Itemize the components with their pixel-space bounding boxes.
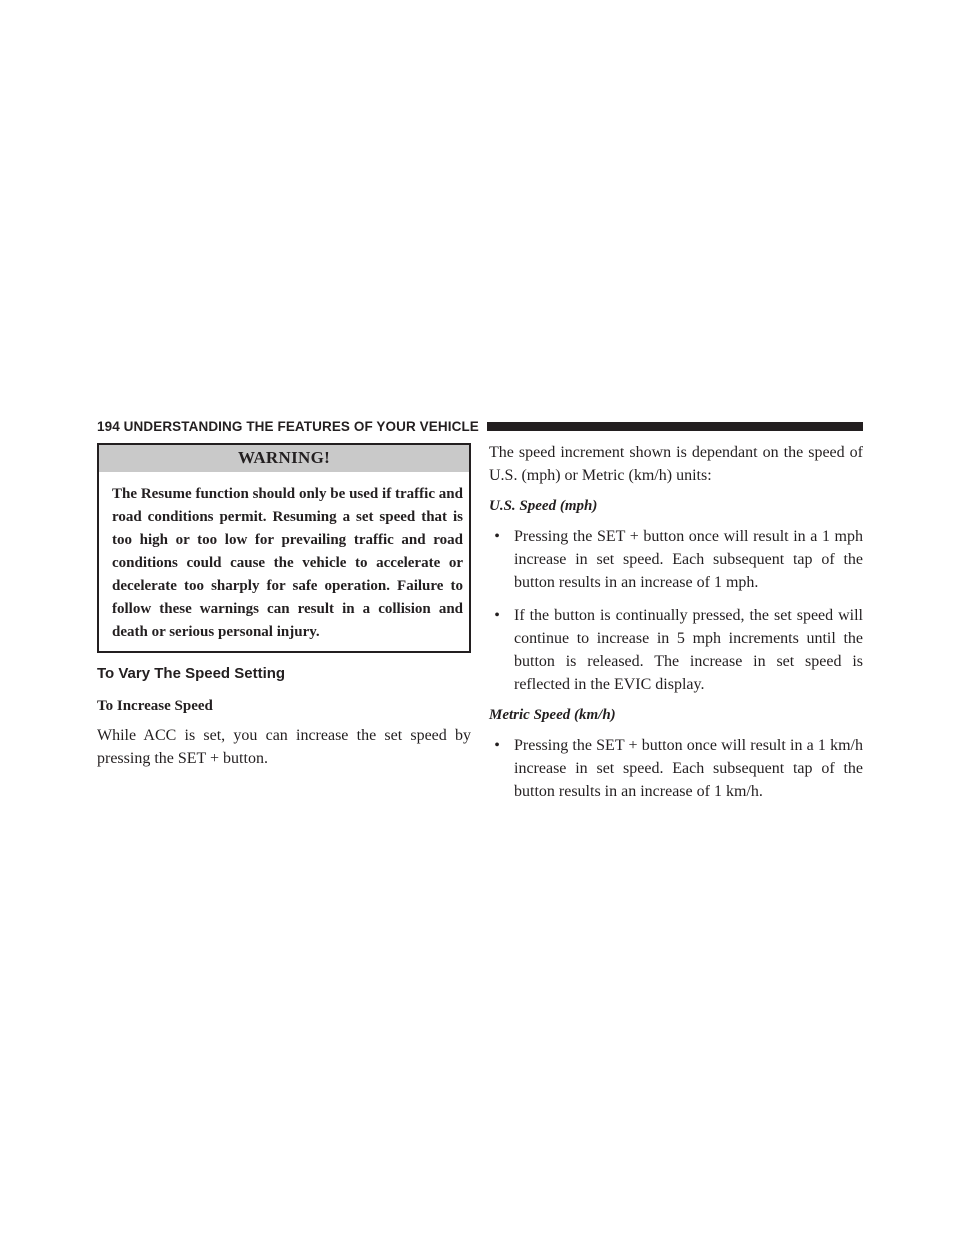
right-column <box>489 441 863 803</box>
metric-speed-list <box>489 734 863 803</box>
page-header <box>97 418 863 434</box>
warning-box <box>97 443 471 653</box>
bullet-icon: • <box>494 528 500 545</box>
list-item <box>489 604 863 696</box>
left-column <box>97 443 471 770</box>
list-item <box>489 525 863 594</box>
section-heading: To Vary The Speed Setting <box>97 665 286 682</box>
list-item <box>489 734 863 803</box>
list-item-text: Pressing the SET + button once will result in a 1 km/h increase in set speed. Each subsequent tap of the button results in an increase of 1 km/h. <box>514 737 863 800</box>
list-item-text: Pressing the SET + button once will result in a 1 mph increase in set speed. Each subsequent tap of the button results in an increase of 1 mph. <box>514 528 863 591</box>
list-item-text: If the button is continually pressed, the set speed will continue to increase in 5 mph increments until the button is released. The increase in set speed is reflected in the EVIC display. <box>514 607 863 693</box>
warning-title: WARNING! <box>99 445 469 472</box>
metric-speed-heading: Metric Speed (km/h) <box>489 707 616 723</box>
bullet-icon: • <box>494 737 500 754</box>
warning-text: The Resume function should only be used if traffic and road conditions permit. Resuming a set speed that is too high or too low for prevailing traffic and road conditions could cause the vehicle to accelerate or decelerate too sharply for safe operation. Failure to follow these warnings can result in a collision and death or serious personal injury. <box>112 486 463 640</box>
speed-increment-intro: The speed increment shown is dependant on the speed of U.S. (mph) or Metric (km/h) units: <box>489 444 863 484</box>
increase-speed-paragraph: While ACC is set, you can increase the set speed by pressing the SET + button. <box>97 727 471 767</box>
header-rule <box>487 422 863 431</box>
page-number-and-chapter: 194 UNDERSTANDING THE FEATURES OF YOUR VEHICLE <box>97 418 479 434</box>
sub-heading-increase-speed: To Increase Speed <box>97 698 213 714</box>
bullet-icon: • <box>494 607 500 624</box>
us-speed-heading: U.S. Speed (mph) <box>489 498 598 514</box>
us-speed-list <box>489 525 863 696</box>
